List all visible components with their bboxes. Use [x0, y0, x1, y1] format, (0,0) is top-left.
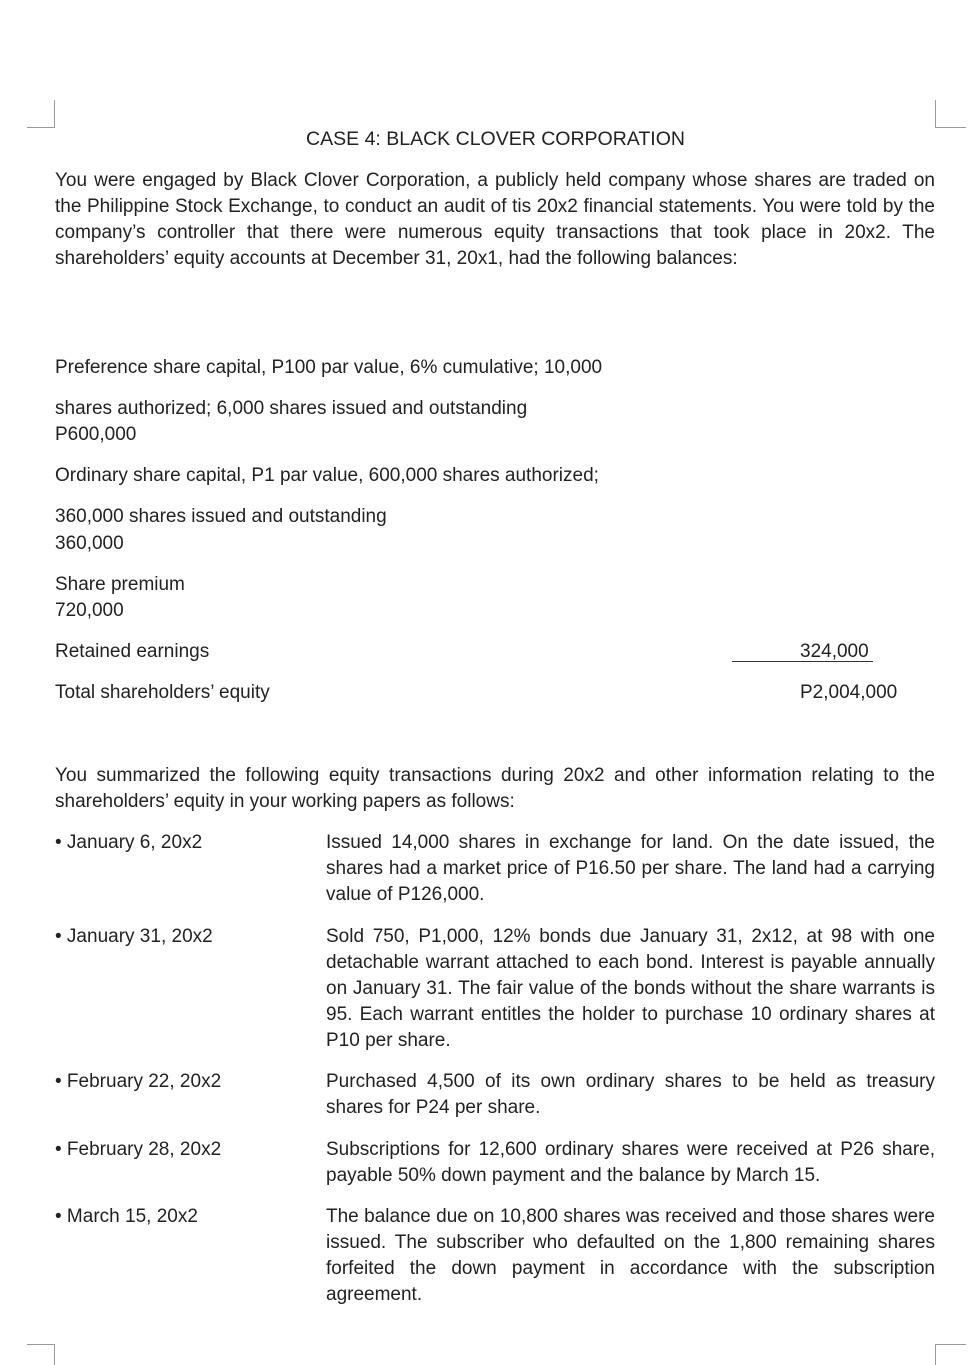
transaction-date: • February 22, 20x2 — [55, 1071, 222, 1092]
share-premium-label: Share premium — [55, 574, 185, 595]
summary-intro-paragraph: You summarized the following equity transactions during 20x2 and other information relating to the shareholders’ equity in your working papers as follows: — [55, 765, 935, 812]
transaction-date: • January 31, 20x2 — [55, 926, 213, 947]
ordinary-share-amount: 360,000 — [55, 533, 124, 554]
retained-earnings-label: Retained earnings — [55, 641, 210, 662]
preference-share-line-2: shares authorized; 6,000 shares issued and outstanding — [55, 398, 528, 419]
transaction-description: Purchased 4,500 of its own ordinary shares to be held as treasury shares for P24 per share. — [326, 1071, 935, 1118]
crop-mark-top-left — [27, 100, 55, 128]
total-equity-label: Total shareholders’ equity — [55, 682, 270, 703]
ordinary-share-line-1: Ordinary share capital, P1 par value, 600,000 shares authorized; — [55, 465, 599, 486]
transaction-date: • March 15, 20x2 — [55, 1206, 198, 1227]
preference-share-amount: P600,000 — [55, 424, 137, 445]
transaction-description: Issued 14,000 shares in exchange for land. On the date issued, the shares had a market price of P16.50 per share. The land had a carrying value of P126,000. — [326, 832, 935, 905]
intro-paragraph: You were engaged by Black Clover Corporation, a publicly held company whose shares are traded on the Philippine Stock Exchange, to conduct an audit of tis 20x2 financial statements. You were told by the company’s controller that there were numerous equity transactions that took place in 20x2. The shareholders’ equity accounts at December 31, 20x1, had the following balances: — [55, 170, 935, 269]
crop-mark-top-right — [935, 100, 966, 128]
share-premium-amount: 720,000 — [55, 600, 124, 621]
transaction-description: Subscriptions for 12,600 ordinary shares were received at P26 share, payable 50% down payment and the balance by March 15. — [326, 1139, 935, 1186]
transaction-description: The balance due on 10,800 shares was received and those shares were issued. The subscriber who defaulted on the 1,800 remaining shares forfeited the down payment in accordance with the subscription agreement. — [326, 1206, 935, 1305]
transaction-date: • January 6, 20x2 — [55, 832, 203, 853]
case-title: CASE 4: BLACK CLOVER CORPORATION — [306, 128, 685, 150]
transaction-date: • February 28, 20x2 — [55, 1139, 222, 1160]
preference-share-line-1: Preference share capital, P100 par value, 6% cumulative; 10,000 — [55, 357, 603, 378]
transaction-description: Sold 750, P1,000, 12% bonds due January 31, 2x12, at 98 with one detachable warrant attached to each bond. Interest is payable annually on January 31. The fair value of the bonds without the share warrants is 95. Each warrant entitles the holder to purchase 10 ordinary shares at P10 per share. — [326, 926, 935, 1051]
retained-earnings-amount: 324,000 — [800, 641, 869, 662]
ordinary-share-line-2: 360,000 shares issued and outstanding — [55, 506, 387, 527]
crop-mark-bottom-left — [27, 1344, 55, 1365]
crop-mark-bottom-right — [935, 1344, 966, 1365]
total-equity-amount: P2,004,000 — [800, 682, 898, 703]
